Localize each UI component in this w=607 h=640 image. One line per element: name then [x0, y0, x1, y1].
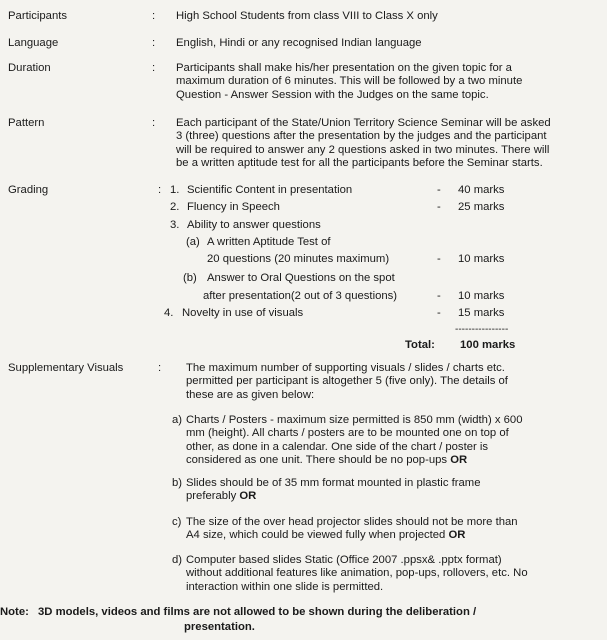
supplementary-item-or: OR — [239, 490, 257, 503]
supplementary-item-line: Computer based slides Static (Office 2007 .ppsx& .pptx format) — [186, 554, 502, 566]
supplementary-item-line: Charts / Posters - maximum size permitted is 850 mm (width) x 600 — [186, 414, 523, 426]
grading-item — [0, 272, 607, 286]
supplementary-item-line: other, as done in a calendar. One side of the chart / poster is — [186, 440, 489, 453]
supplementary-item-line — [186, 454, 594, 467]
pattern-line: will be required to answer any 2 questions asked in two minutes. There will — [176, 143, 550, 156]
supplementary-intro — [186, 362, 596, 402]
grading-item-marks: 10 marks — [458, 253, 505, 265]
grading-item-text: 20 questions (20 minutes maximum) — [207, 253, 390, 265]
grading-item-num: (b) — [183, 272, 197, 284]
supplementary-item-line: without additional features like animation, pop-ups, rollovers, etc. No — [186, 567, 528, 580]
grading-item-text: Fluency in Speech — [187, 201, 280, 213]
duration-line: Question - Answer Session with the Judges on the same topic. — [176, 88, 489, 101]
supplementary-item-line-text: A4 size, which could be viewed fully when projected — [186, 529, 446, 542]
supplementary-item-line — [186, 490, 594, 503]
grading-item-num: 2. — [170, 201, 180, 213]
grading-item-text: Answer to Oral Questions on the spot — [207, 272, 395, 284]
supplementary-label: Supplementary Visuals — [8, 362, 124, 374]
grading-item — [0, 201, 607, 215]
grading-item — [0, 184, 607, 198]
supplementary-intro-line: The maximum number of supporting visuals / slides / charts etc. — [186, 362, 505, 374]
grading-item-num: 1. — [170, 184, 180, 196]
duration-line: maximum duration of 6 minutes. This will be followed by a two minute — [176, 75, 523, 88]
language-value: English, Hindi or any recognised Indian language — [176, 37, 422, 49]
duration-label: Duration — [8, 62, 51, 74]
note-label: Note: — [0, 606, 29, 618]
note-line-2: presentation. — [184, 621, 255, 633]
supplementary-item-line: The size of the over head projector slides should not be more than — [186, 516, 518, 528]
supplementary-item-letter: a) — [172, 414, 183, 426]
supplementary-item-letter: d) — [172, 554, 183, 566]
grading-item-marks: 10 marks — [458, 290, 505, 302]
supplementary-item-text — [186, 516, 594, 543]
duration-text — [176, 62, 594, 102]
supplementary-item-or: OR — [448, 529, 466, 542]
supplementary-item-letter: c) — [172, 516, 182, 528]
grading-colon: : — [158, 184, 162, 196]
supplementary-item-line-text: preferably — [186, 490, 237, 503]
supplementary-item-line-text: considered as one unit. There should be no pop-ups — [186, 454, 448, 467]
supplementary-item-text — [186, 477, 594, 504]
supplementary-item-or: OR — [450, 454, 468, 467]
grading-separator: ---------------- — [455, 324, 509, 335]
grading-item-text: after presentation(2 out of 3 questions) — [203, 290, 398, 302]
grading-item — [0, 253, 607, 267]
pattern-line: 3 (three) questions after the presentation by the judges and the participant — [176, 130, 547, 143]
grading-item — [0, 236, 607, 250]
grading-item-marks: 15 marks — [458, 307, 505, 319]
grading-total-value: 100 marks — [460, 339, 516, 351]
pattern-label: Pattern — [8, 117, 45, 129]
duration-line: Participants shall make his/her presentation on the given topic for a — [176, 62, 512, 74]
grading-item-marks: 25 marks — [458, 201, 505, 213]
pattern-text — [176, 117, 594, 171]
supplementary-intro-line: these are as given below: — [186, 388, 315, 401]
supplementary-intro-line: permitted per participant is altogether 5 (five only). The details of — [186, 375, 508, 388]
grading-item-dash: - — [437, 290, 441, 302]
grading-item-dash: - — [437, 201, 441, 213]
supplementary-item-line: mm (height). All charts / posters are to be mounted one on top of — [186, 427, 509, 440]
grading-separator-row — [0, 323, 607, 337]
duration-colon: : — [152, 62, 156, 74]
grading-item-dash: - — [437, 253, 441, 265]
grading-total-row — [0, 339, 607, 353]
grading-item-dash: - — [437, 184, 441, 196]
pattern-colon: : — [152, 117, 156, 129]
grading-item — [0, 290, 607, 304]
grading-item-marks: 40 marks — [458, 184, 505, 196]
pattern-line: be a written aptitude test for all the participants before the Seminar starts. — [176, 157, 543, 170]
participants-label: Participants — [8, 10, 68, 22]
supplementary-item-text — [186, 554, 594, 594]
grading-label: Grading — [8, 184, 49, 196]
supplementary-item-line — [186, 529, 594, 542]
supplementary-item-line: Slides should be of 35 mm format mounted in plastic frame — [186, 477, 481, 489]
grading-total-label: Total: — [405, 339, 435, 351]
supplementary-item-line: interaction within one slide is permitted. — [186, 580, 384, 593]
supplementary-item-text — [186, 414, 594, 468]
participants-colon: : — [152, 10, 156, 22]
language-colon: : — [152, 37, 156, 49]
grading-item-text: Scientific Content in presentation — [187, 184, 353, 196]
participants-value: High School Students from class VIII to Class X only — [176, 10, 438, 22]
language-label: Language — [8, 37, 59, 49]
note-line-1: 3D models, videos and films are not allowed to be shown during the deliberation / — [38, 606, 477, 618]
grading-item-num: 3. — [170, 219, 180, 231]
grading-item-num: (a) — [186, 236, 200, 248]
grading-item — [0, 307, 607, 321]
grading-item-text: Ability to answer questions — [187, 219, 321, 231]
supplementary-item-letter: b) — [172, 477, 183, 489]
pattern-line: Each participant of the State/Union Territory Science Seminar will be asked — [176, 117, 551, 129]
grading-item — [0, 219, 607, 233]
supplementary-colon: : — [158, 362, 162, 374]
grading-item-text: A written Aptitude Test of — [207, 236, 331, 248]
grading-item-dash: - — [437, 307, 441, 319]
grading-item-num: 4. — [164, 307, 174, 319]
grading-item-text: Novelty in use of visuals — [182, 307, 304, 319]
